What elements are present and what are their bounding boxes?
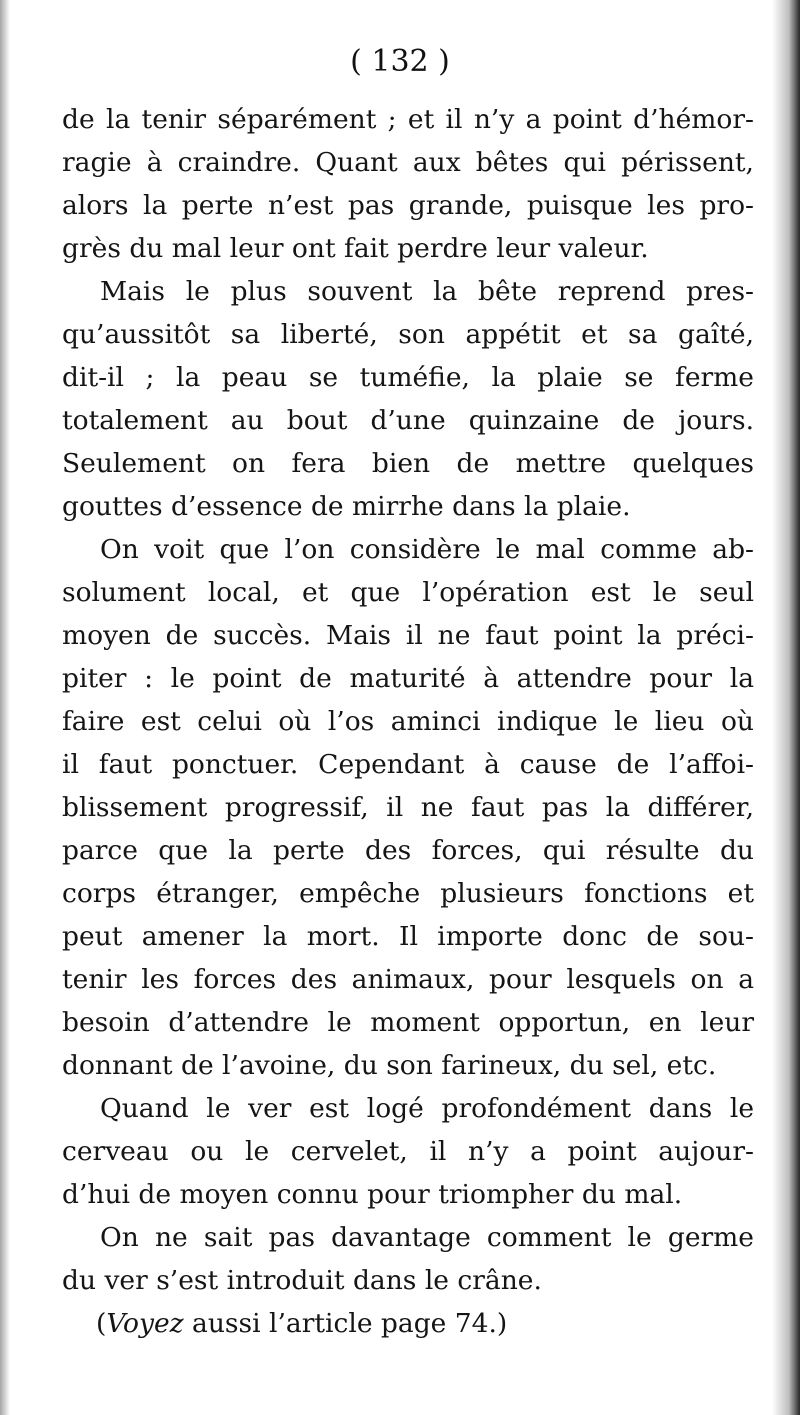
text-line: qu’aussitôt sa liberté, son appétit et sa gaîté,	[62, 319, 754, 350]
text-line: de la tenir séparément ; et il n’y a point d’hémor-	[62, 104, 754, 135]
text-line: totalement au bout d’une quinzaine de jours.	[62, 405, 754, 436]
text-line: du ver s’est introduit dans le crâne.	[62, 1265, 542, 1296]
text-line: blissement progressif, il ne faut pas la différer,	[62, 792, 754, 823]
text-line: cerveau ou le cervelet, il n’y a point aujour-	[62, 1136, 754, 1167]
text-line: gouttes d’essence de mirrhe dans la plaie.	[62, 491, 631, 522]
text-line: alors la perte n’est pas grande, puisque les pro-	[62, 190, 754, 221]
paragraph-start-line: Quand le ver est logé profondément dans le	[100, 1093, 754, 1124]
text-line: grès du mal leur ont fait perdre leur valeur.	[62, 233, 649, 264]
text-line: peut amener la mort. Il importe donc de sou-	[62, 921, 754, 952]
paragraph-start-line: On ne sait pas davantage comment le germe	[100, 1222, 754, 1253]
text-line: Seulement on fera bien de mettre quelques	[62, 448, 754, 479]
cross-reference-line	[62, 1302, 754, 1345]
text-line: piter : le point de maturité à attendre pour la	[62, 663, 754, 694]
page-left-shadow	[0, 0, 10, 1415]
page-number: ( 132 )	[350, 44, 450, 79]
text-line: tenir les forces des animaux, pour lesquels on a	[62, 964, 754, 995]
paragraph-start-line: Mais le plus souvent la bête reprend pres-	[100, 276, 754, 307]
cross-reference-text: aussi l’article page 74.)	[183, 1308, 508, 1339]
text-line: ragie à craindre. Quant aux bêtes qui périssent,	[62, 147, 754, 178]
text-line: solument local, et que l’opération est le seul	[62, 577, 754, 608]
text-line: donnant de l’avoine, du son farineux, du sel, etc.	[62, 1050, 717, 1081]
text-line: moyen de succès. Mais il ne faut point la préci-	[62, 620, 754, 651]
text-line: parce que la perte des forces, qui résulte du	[62, 835, 754, 866]
text-line: d’hui de moyen connu pour triompher du mal.	[62, 1179, 683, 1210]
text-line: il faut ponctuer. Cependant à cause de l’affoi-	[62, 749, 754, 780]
voyez-word: Voyez	[106, 1308, 184, 1339]
body-text	[62, 98, 754, 1345]
open-paren: (	[96, 1308, 107, 1339]
text-line: besoin d’attendre le moment opportun, en leur	[62, 1007, 754, 1038]
text-line: dit-il ; la peau se tuméfie, la plaie se ferme	[62, 362, 754, 393]
text-line: faire est celui où l’os aminci indique le lieu où	[62, 706, 754, 737]
paragraph-start-line: On voit que l’on considère le mal comme ab-	[100, 534, 754, 565]
text-line: corps étranger, empêche plusieurs fonctions et	[62, 878, 754, 909]
page-right-shadow	[772, 0, 800, 1415]
